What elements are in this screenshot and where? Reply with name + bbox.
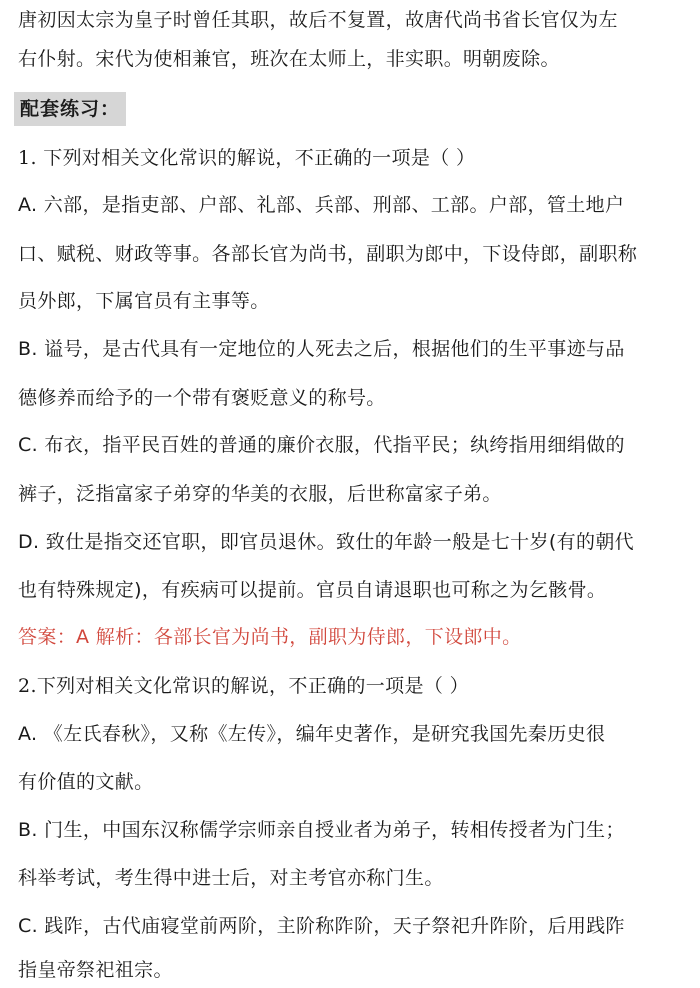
question-2-option-a-line-1: A. 《左氏春秋》，又称《左传》，编年史著作，是研究我国先秦历史很 xyxy=(18,723,606,745)
question-2-option-b-line-2: 科举考试，考生得中进士后，对主考官亦称门生。 xyxy=(18,867,444,889)
question-1-answer: 答案：A 解析：各部长官为尚书，副职为侍郎，下设郎中。 xyxy=(18,626,522,648)
question-1-option-b-line-2: 德修养而给予的一个带有褒贬意义的称号。 xyxy=(18,387,386,409)
intro-text-line-2: 右仆射。宋代为使相兼官，班次在太师上，非实职。明朝废除。 xyxy=(18,48,560,70)
question-1-option-d-line-1: D. 致仕是指交还官职，即官员退休。致仕的年龄一般是七十岁(有的朝代 xyxy=(18,531,635,553)
question-2-option-c-line-2: 指皇帝祭祀祖宗。 xyxy=(18,959,173,981)
question-2-option-b-line-1: B. 门生，中国东汉称儒学宗师亲自授业者为弟子，转相传授者为门生； xyxy=(18,819,625,841)
question-1-option-a-line-2: 口、赋税、财政等事。各部长官为尚书，副职为郎中，下设侍郎，副职称 xyxy=(18,243,638,265)
question-2-option-c-line-1: C. 践阼，古代庙寝堂前两阶，主阶称阼阶，天子祭祀升阼阶，后用践阼 xyxy=(18,915,625,937)
question-1-option-a-line-1: A. 六部，是指吏部、户部、礼部、兵部、刑部、工部。户部，管土地户 xyxy=(18,194,625,216)
intro-text-line-1: 唐初因太宗为皇子时曾任其职，故后不复置，故唐代尚书省长官仅为左 xyxy=(18,9,618,31)
question-1-option-c-line-2: 裤子，泛指富家子弟穿的华美的衣服，后世称富家子弟。 xyxy=(18,483,502,505)
question-2-stem: 2.下列对相关文化常识的解说，不正确的一项是（ ） xyxy=(18,675,469,697)
question-1-option-c-line-1: C. 布衣，指平民百姓的普通的廉价衣服，代指平民；纨绔指用细绢做的 xyxy=(18,434,625,456)
question-1-option-b-line-1: B. 谥号，是古代具有一定地位的人死去之后，根据他们的生平事迹与品 xyxy=(18,338,625,360)
question-1-stem: 1. 下列对相关文化常识的解说，不正确的一项是（ ） xyxy=(18,147,476,169)
section-heading-box xyxy=(14,92,126,126)
question-1-option-d-line-2: 也有特殊规定)，有疾病可以提前。官员自请退职也可称之为乞骸骨。 xyxy=(18,579,607,601)
section-heading: 配套练习： xyxy=(20,98,121,120)
question-2-option-a-line-2: 有价值的文献。 xyxy=(18,771,154,793)
question-1-option-a-line-3: 员外郎，下属官员有主事等。 xyxy=(18,290,270,312)
